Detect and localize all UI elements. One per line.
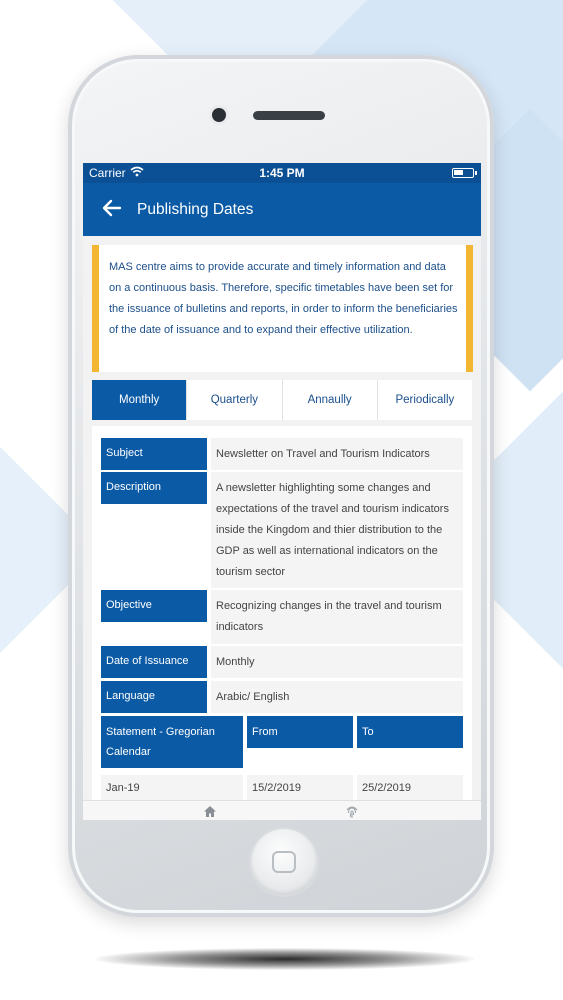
camera <box>212 108 226 122</box>
details-card <box>92 426 472 800</box>
schedule-header-from: From <box>247 716 353 748</box>
detail-row-objective <box>101 590 463 644</box>
home-icon[interactable] <box>203 805 217 818</box>
carrier-label: Carrier <box>89 166 126 180</box>
screen <box>83 163 481 820</box>
app-bar <box>83 183 481 236</box>
language-value: Arabic/ English <box>211 681 463 713</box>
detail-row-subject <box>101 438 463 470</box>
status-bar <box>83 163 481 183</box>
schedule-cell-from: 15/2/2019 <box>247 775 353 800</box>
bottom-nav <box>83 800 481 820</box>
period-tabs <box>92 380 472 420</box>
detail-row-language <box>101 681 463 713</box>
date-of-issuance-value: Monthly <box>211 646 463 678</box>
page-title: Publishing Dates <box>137 201 254 218</box>
objective-value: Recognizing changes in the travel and tourism indicators <box>211 590 463 644</box>
objective-label: Objective <box>101 590 207 622</box>
arrow-left-icon[interactable] <box>99 194 125 222</box>
schedule-cell-statement: Jan-19 <box>101 775 243 800</box>
fingerprint-icon[interactable] <box>345 804 359 819</box>
tab-monthly[interactable]: Monthly <box>92 380 187 420</box>
date-of-issuance-label: Date of Issuance <box>101 646 207 678</box>
home-button-square <box>272 851 296 873</box>
schedule-cell-to: 25/2/2019 <box>357 775 463 800</box>
schedule-header-to: To <box>357 716 463 748</box>
description-label: Description <box>101 472 207 504</box>
speaker <box>253 111 325 120</box>
schedule-header-statement: Statement - Gregorian Calendar <box>101 716 243 768</box>
subject-label: Subject <box>101 438 207 470</box>
phone-shadow <box>95 948 475 970</box>
subject-value: Newsletter on Travel and Tourism Indicators <box>211 438 463 470</box>
battery-icon <box>452 168 474 178</box>
content-area[interactable] <box>83 236 481 800</box>
detail-row-description <box>101 472 463 588</box>
tab-quarterly[interactable]: Quarterly <box>187 380 282 420</box>
tab-periodically[interactable]: Periodically <box>395 394 455 406</box>
detail-row-date <box>101 646 463 678</box>
tab-annually[interactable]: Annaully <box>283 380 378 420</box>
info-notice <box>92 245 473 372</box>
info-text: MAS centre aims to provide accurate and timely information and data on a continuous basis. Therefore, specific timetables have been set for the issuance of bulletins and reports, in order to inform the beneficiaries of the date of issuance and to expand their effective utilization. <box>109 261 458 336</box>
description-value: A newsletter highlighting some changes and expectations of the travel and tourism indicators inside the Kingdom and thier distribution to the GDP as well as international indicators on the tourism sector <box>211 472 463 588</box>
language-label: Language <box>101 681 207 713</box>
status-time: 1:45 PM <box>259 166 305 180</box>
